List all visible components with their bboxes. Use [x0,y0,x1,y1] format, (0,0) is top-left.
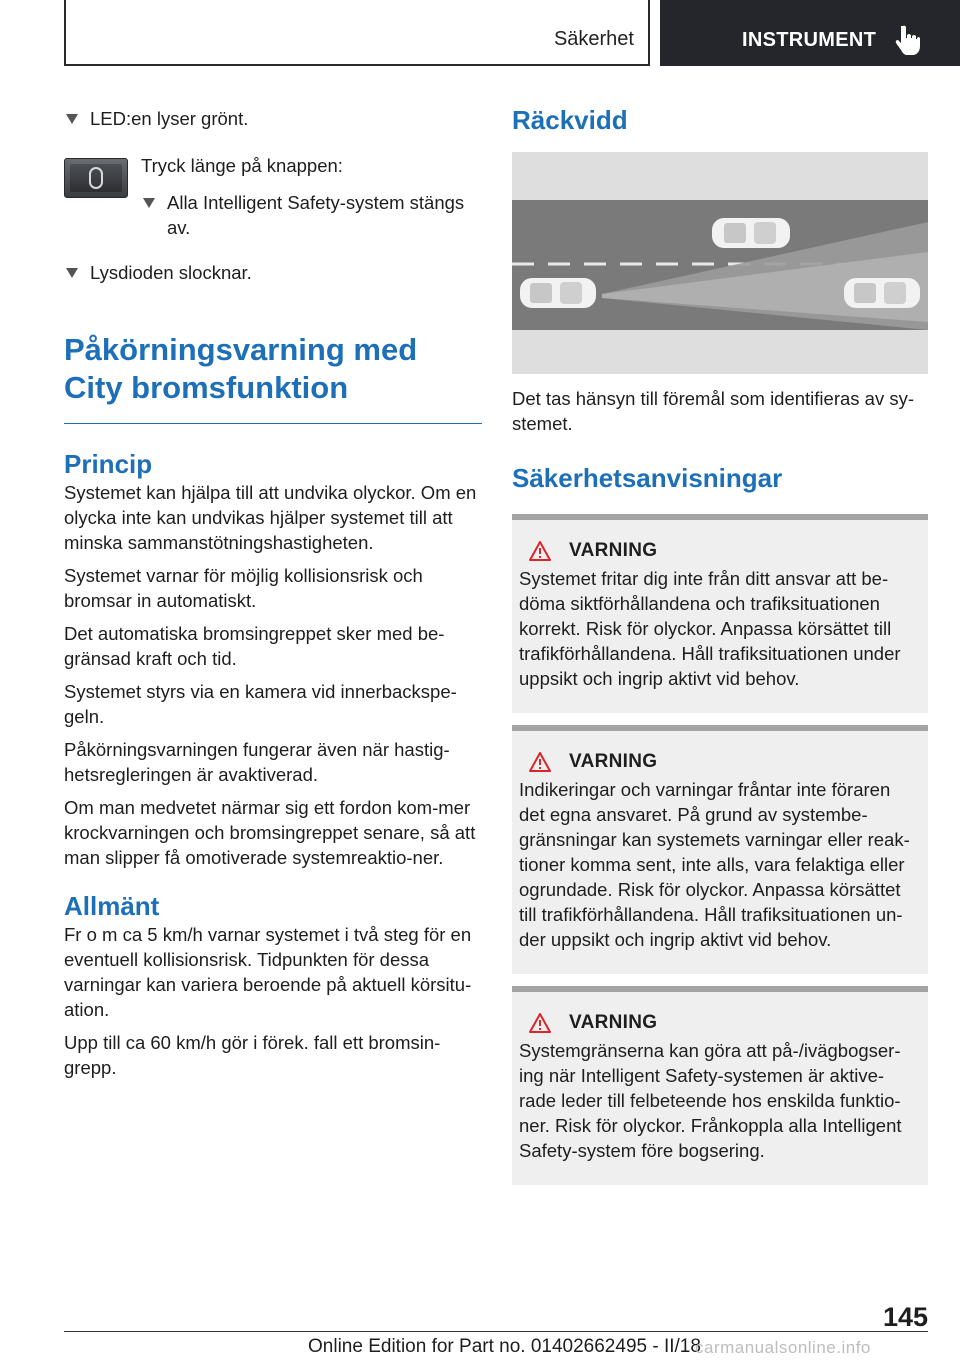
warning-triangle-icon [529,752,551,772]
car-ahead-icon [712,218,790,248]
paragraph: Om man medvetet närmar sig ett fordon kom‐mer krockvarningen och bromsingreppet senare, så att man slipper få omotiverade systemreaktio‐ner. [64,797,476,868]
paragraph: Påkörningsvarningen fungerar även när hastig‐hetsregleringen är avaktiverad. [64,739,450,785]
title-rule [64,423,482,424]
left-column [64,100,482,1088]
paragraph: Det automatiska bromsingreppet sker med be‐gränsad kraft och tid. [64,623,445,669]
intelligent-safety-button-icon [64,158,128,198]
bullet-text: Lysdioden slocknar. [90,262,252,283]
watermark: carmanualsonline.info [695,1338,871,1357]
car-front-icon [844,278,920,308]
hand-pointer-icon [892,24,922,56]
header-section-label: Säkerhet [553,28,634,50]
triangle-bullet-icon [64,106,90,133]
paragraph: Systemet styrs via en kamera vid innerbackspe‐geln. [64,681,457,727]
header-section-tab [64,0,650,66]
paragraph: Fr o m ca 5 km/h varnar systemet i två steg för en eventuell kollisionsrisk. Tidpunkten för dessa varningar kan variera beroende på aktuell körsitu‐ation. [64,924,472,1020]
warning-text: Systemet fritar dig inte från ditt ansvar att be‐döma siktförhållandena och trafiksituationen korrekt. Risk för olyckor. Anpassa körsättet till trafikförhållandena. Håll trafiksituationen under uppsikt och ingrip aktivt vid behov. [519,568,901,689]
own-car-icon [520,278,596,308]
triangle-bullet-icon [141,190,167,217]
warning-box [512,514,928,713]
edition-text: Online Edition for Part no. 01402662495 - II/18 [308,1336,701,1357]
warning-triangle-icon [529,1013,551,1033]
footer-rule [64,1331,928,1332]
paragraph: Systemet varnar för möjlig kollisionsrisk och bromsar in automatiskt. [64,565,423,611]
warning-text: Indikeringar och varningar fråntar inte föraren det egna ansvaret. På grund av systembe‐gränsningar kan systemets varningar eller reak‐tioner komma sent, inte alls, vara felaktiga eller ogrundade. Risk för olyckor. Anpassa körsättet till trafikförhållandena. Håll trafiksituationen un‐der uppsikt och ingrip aktivt vid behov. [519,779,910,950]
warning-label: VARNING [569,751,658,772]
right-column [512,100,928,1185]
paragraph: Upp till ca 60 km/h gör i förek. fall ett bromsin‐grepp. [64,1032,441,1078]
list-item [64,106,482,133]
princip-heading: Princip [64,449,153,479]
button-instruction: Tryck länge på knappen: [141,155,343,176]
warning-label: VARNING [569,540,658,561]
triangle-bullet-icon [64,260,90,287]
warning-label: VARNING [569,1012,658,1033]
main-title: Påkörningsvarning med City bromsfunktion [64,332,418,405]
range-diagram [512,152,928,374]
page-number: 145 [882,1302,928,1332]
bullet-text: Alla Intelligent Safety-system stängs av. [167,192,465,238]
safety-heading: Säkerhetsanvisningar [512,463,783,493]
warning-box [512,725,928,974]
header-chapter-label: INSTRUMENT [742,29,877,51]
range-heading: Räckvidd [512,105,628,135]
paragraph: Systemet kan hjälpa till att undvika olyckor. Om en olycka inte kan undvikas hjälper systemet till att minska sammanstötningshastigheten. [64,482,477,553]
button-instruction-block [64,153,482,240]
warning-triangle-icon [529,541,551,561]
list-item [64,260,482,287]
list-item [141,190,482,240]
bullet-text: LED:en lyser grönt. [90,108,249,129]
allmant-heading: Allmänt [64,891,160,921]
warning-text: Systemgränserna kan göra att på-/ivägbogser‐ing när Intelligent Safety-systemen är aktive‐rade leder till felbeteende hos enskilda funktio‐ner. Risk för olyckor. Frånkoppla alla Intelligent Safety-system före bogsering. [519,1040,902,1161]
range-illustration [512,152,928,374]
range-caption: Det tas hänsyn till föremål som identifieras av sy‐stemet. [512,388,915,434]
warning-box [512,986,928,1185]
